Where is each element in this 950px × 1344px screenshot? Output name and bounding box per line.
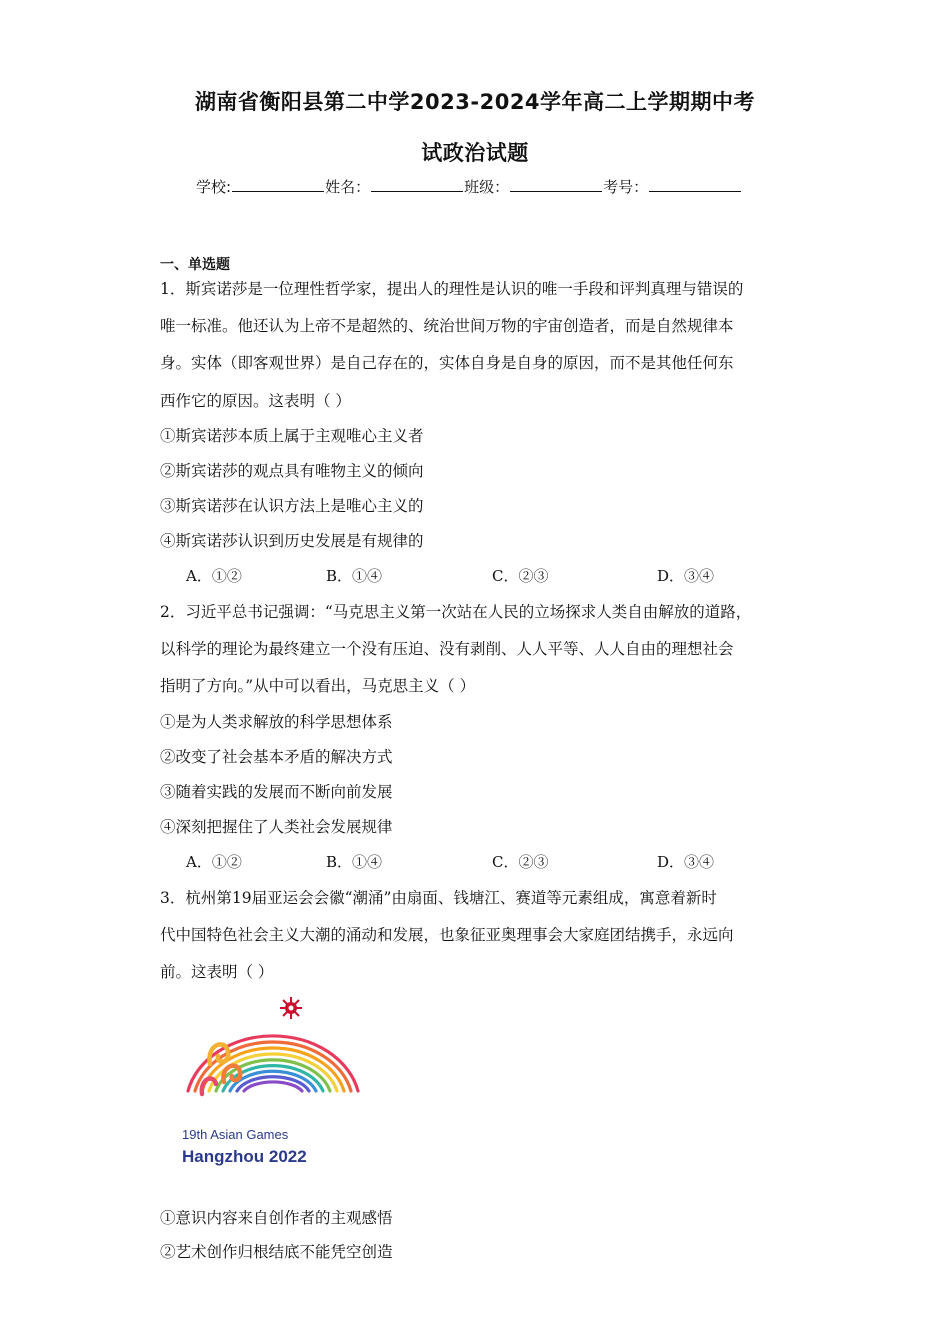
sun-emblem-icon bbox=[280, 997, 302, 1019]
question-3-stem-line: 代中国特色社会主义大潮的涌动和发展，也象征亚奥理事会大家庭团结携手，永远向 bbox=[160, 926, 734, 944]
question-3-item: ②艺术创作归根结底不能凭空创造 bbox=[160, 1243, 393, 1261]
question-2-stem-line: 2．习近平总书记强调：“马克思主义第一次站在人民的立场探求人类自由解放的道路， bbox=[160, 603, 752, 621]
title-line-2: 试政治试题 bbox=[421, 141, 529, 165]
class-blank bbox=[510, 177, 602, 192]
question-1-stem-line: 身。实体（即客观世界）是自己存在的，实体自身是自身的原因，而不是其他任何东 bbox=[160, 354, 734, 372]
question-3-stem-line: 3．杭州第19届亚运会会徽“潮涌”由扇面、钱塘江、赛道等元素组成，寓意着新时 bbox=[160, 889, 717, 907]
question-3-item: ①意识内容来自创作者的主观感悟 bbox=[160, 1209, 393, 1227]
option-d[interactable]: D．③④ bbox=[657, 853, 715, 871]
question-1-stem-line: 唯一标准。他还认为上帝不是超然的、统治世间万物的宇宙创造者，而是自然规律本 bbox=[160, 317, 734, 335]
logo-text-line-2: Hangzhou 2022 bbox=[182, 1147, 307, 1166]
option-c[interactable]: C．②③ bbox=[492, 853, 549, 871]
option-b[interactable]: B．①④ bbox=[326, 853, 383, 871]
question-1-item: ④斯宾诺莎认识到历史发展是有规律的 bbox=[160, 532, 424, 550]
option-a[interactable]: A．①② bbox=[186, 853, 242, 871]
school-label: 学校: bbox=[196, 178, 232, 196]
exam-number-blank bbox=[649, 177, 741, 192]
option-d[interactable]: D．③④ bbox=[657, 567, 715, 585]
question-1-item: ①斯宾诺莎本质上属于主观唯心主义者 bbox=[160, 427, 424, 445]
school-blank bbox=[232, 177, 324, 192]
question-3-stem-line: 前。这表明（ ） bbox=[160, 963, 274, 981]
class-label: 班级： bbox=[464, 178, 510, 196]
option-c[interactable]: C．②③ bbox=[492, 567, 549, 585]
question-2-item: ②改变了社会基本矛盾的解决方式 bbox=[160, 748, 393, 766]
question-2-stem-line: 指明了方向。”从中可以看出，马克思主义（ ） bbox=[160, 677, 476, 695]
question-2-stem-line: 以科学的理论为最终建立一个没有压迫、没有剥削、人人平等、人人自由的理想社会 bbox=[160, 640, 734, 658]
asian-games-logo bbox=[180, 994, 360, 1174]
question-1-item: ②斯宾诺莎的观点具有唯物主义的倾向 bbox=[160, 462, 424, 480]
name-blank bbox=[371, 177, 463, 192]
question-2-item: ④深刻把握住了人类社会发展规律 bbox=[160, 818, 393, 836]
question-1-item: ③斯宾诺莎在认识方法上是唯心主义的 bbox=[160, 497, 424, 515]
option-a[interactable]: A．①② bbox=[186, 567, 242, 585]
question-2-item: ①是为人类求解放的科学思想体系 bbox=[160, 713, 393, 731]
name-label: 姓名： bbox=[325, 178, 371, 196]
section-heading: 一、单选题 bbox=[160, 257, 230, 273]
exam-number-label: 考号： bbox=[603, 178, 649, 196]
title-line-1: 湖南省衡阳县第二中学2023-2024学年高二上学期期中考 bbox=[194, 90, 756, 114]
question-1-stem-line: 西作它的原因。这表明（ ） bbox=[160, 392, 351, 410]
student-info-row bbox=[196, 176, 742, 197]
logo-text-line-1: 19th Asian Games bbox=[182, 1127, 289, 1142]
question-2-item: ③随着实践的发展而不断向前发展 bbox=[160, 783, 393, 801]
option-b[interactable]: B．①④ bbox=[326, 567, 383, 585]
question-1-stem-line: 1．斯宾诺莎是一位理性哲学家，提出人的理性是认识的唯一手段和评判真理与错误的 bbox=[160, 280, 744, 298]
